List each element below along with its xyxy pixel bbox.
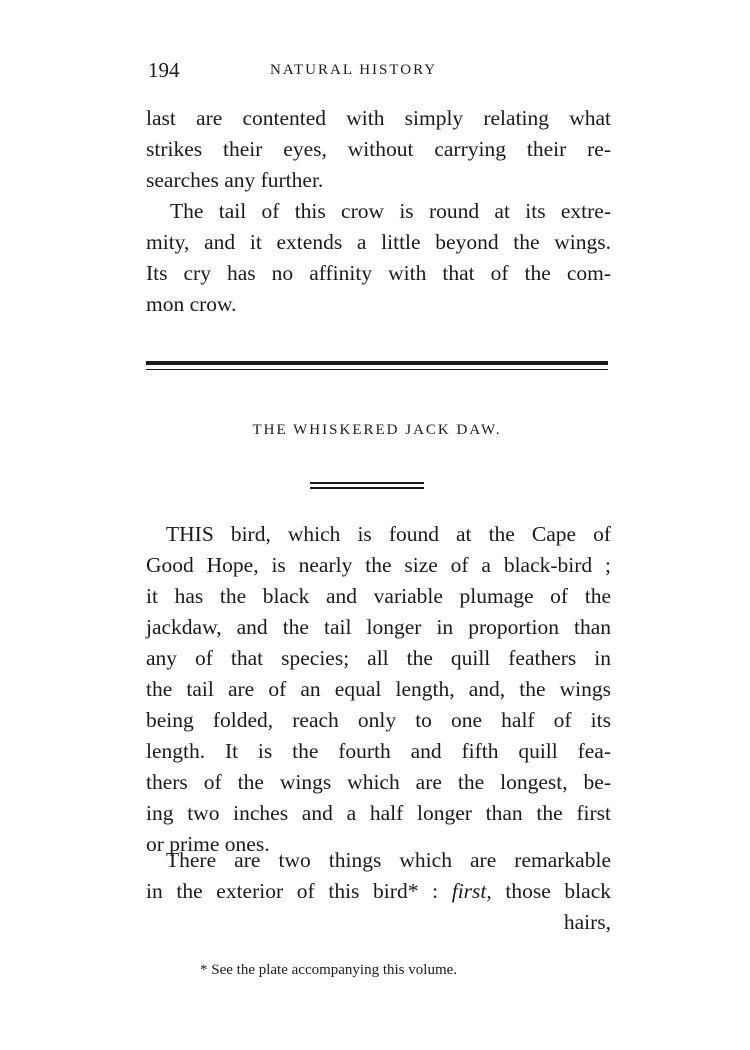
- italic-word: first,: [451, 879, 492, 903]
- text-line: mon crow.: [146, 292, 237, 316]
- text-line: Its cry has no affinity with that of the com-: [146, 261, 611, 285]
- body-paragraph-1: [146, 519, 611, 860]
- title-rule-lower: [310, 487, 424, 489]
- catchword: hairs,: [563, 910, 611, 934]
- text-line: THIS bird, which is found at the Cape of: [166, 522, 611, 546]
- text-line: the tail are of an equal length, and, the wings: [146, 677, 611, 701]
- text-line: The tail of this crow is round at its extre-: [170, 199, 611, 223]
- text-run: in the exterior of this bird* :: [146, 879, 452, 903]
- section-divider-thin: [146, 369, 608, 370]
- text-line: being folded, reach only to one half of its: [146, 708, 611, 732]
- text-line: ing two inches and a half longer than the first: [146, 801, 611, 825]
- text-line: length. It is the fourth and fifth quill fea-: [146, 739, 611, 763]
- text-line: jackdaw, and the tail longer in proportion than: [146, 615, 611, 639]
- running-title: NATURAL HISTORY: [270, 62, 438, 78]
- section-divider-thick: [146, 361, 608, 365]
- section-title: THE WHISKERED JACK DAW.: [252, 422, 502, 438]
- text-line: thers of the wings which are the longest, be-: [146, 770, 611, 794]
- body-paragraph-2: [146, 845, 611, 938]
- text-line: Good Hope, is nearly the size of a black-bird ;: [146, 553, 611, 577]
- text-line: searches any further.: [146, 168, 324, 192]
- text-line: last are contented with simply relating what: [146, 106, 611, 130]
- text-line: any of that species; all the quill feathers in: [146, 646, 611, 670]
- text-line: it has the black and variable plumage of the: [146, 584, 611, 608]
- text-line: There are two things which are remarkable: [166, 848, 611, 872]
- text-line: or prime ones.: [146, 832, 270, 856]
- text-line: mity, and it extends a little beyond the wings.: [146, 230, 611, 254]
- page-number: 194: [148, 58, 180, 82]
- text-run: those black: [491, 879, 611, 903]
- text-line: [146, 876, 611, 907]
- running-head: [148, 58, 608, 88]
- title-rule-upper: [310, 482, 424, 484]
- text-line: strikes their eyes, without carrying their re-: [146, 137, 611, 161]
- footnote: * See the plate accompanying this volume.: [200, 962, 458, 978]
- carryover-paragraph: [146, 103, 611, 196]
- tail-paragraph: [146, 196, 611, 320]
